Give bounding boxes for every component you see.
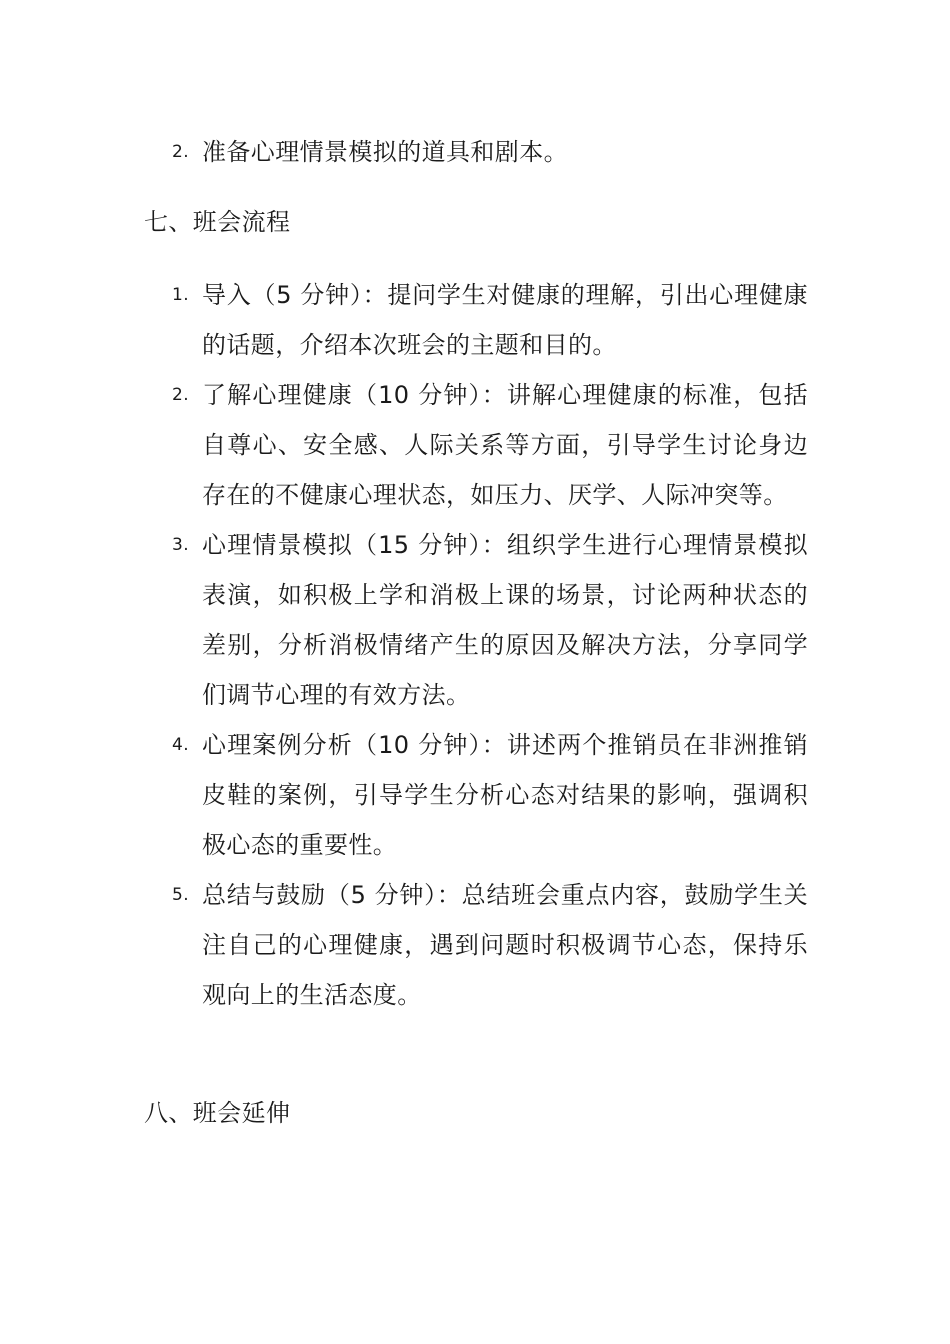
list-item-number: 3. bbox=[172, 535, 190, 555]
list-item-number: 2. bbox=[172, 142, 190, 162]
list-item-number: 4. bbox=[172, 735, 190, 755]
process-list bbox=[0, 270, 950, 1020]
section-heading-extension: 八、班会延伸 bbox=[144, 1099, 291, 1127]
list-item-number: 5. bbox=[172, 885, 190, 905]
list-item bbox=[0, 870, 808, 1020]
list-item-text: 了解心理健康（10 分钟）：讲解心理健康的标准，包括自尊心、安全感、人际关系等方面，引导学生讨论身边存在的不健康心理状态，如压力、厌学、人际冲突等。 bbox=[202, 381, 808, 509]
list-item-text: 总结与鼓励（5 分钟）：总结班会重点内容，鼓励学生关注自己的心理健康，遇到问题时积极调节心态，保持乐观向上的生活态度。 bbox=[202, 881, 808, 1009]
section-heading-process: 七、班会流程 bbox=[144, 208, 291, 236]
list-item-number: 1. bbox=[172, 285, 190, 305]
list-item bbox=[0, 370, 808, 520]
list-item-text: 心理情景模拟（15 分钟）：组织学生进行心理情景模拟表演，如积极上学和消极上课的场景，讨论两种状态的差别，分析消极情绪产生的原因及解决方法，分享同学们调节心理的有效方法。 bbox=[202, 531, 808, 709]
materials-list bbox=[0, 127, 950, 177]
list-item bbox=[0, 720, 808, 870]
list-item bbox=[0, 270, 808, 370]
list-item bbox=[0, 127, 808, 177]
list-item bbox=[0, 520, 808, 720]
list-item-text: 准备心理情景模拟的道具和剧本。 bbox=[202, 138, 568, 166]
list-item-text: 心理案例分析（10 分钟）：讲述两个推销员在非洲推销皮鞋的案例，引导学生分析心态对结果的影响，强调积极心态的重要性。 bbox=[202, 731, 808, 859]
list-item-text: 导入（5 分钟）：提问学生对健康的理解，引出心理健康的话题，介绍本次班会的主题和目的。 bbox=[202, 281, 808, 359]
list-item-number: 2. bbox=[172, 385, 190, 405]
